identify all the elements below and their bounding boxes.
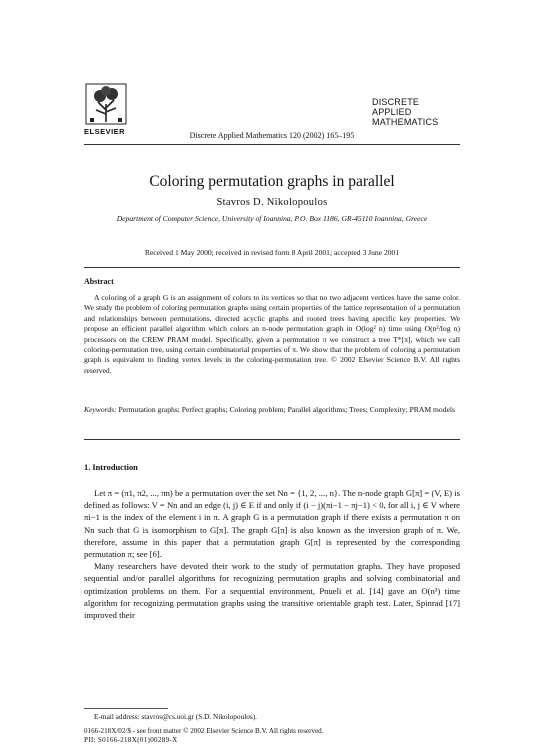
keywords [84,405,460,415]
header-rule [84,144,460,145]
pii-line: PII: S0166-218X(01)00289-X [84,736,178,744]
received-dates: Received 1 May 2000; received in revised form 8 April 2001; accepted 3 June 2001 [144,248,400,257]
journal-citation: Discrete Applied Mathematics 120 (2002) 165–195 [189,131,355,140]
abstract-heading: Abstract [84,277,114,286]
journal-logo-line: APPLIED [372,107,412,117]
section-body [84,487,460,621]
publisher-name: ELSEVIER [84,127,126,136]
author-affiliation: Department of Computer Science, University of Ioannina, P.O. Box 1186, GR-45110 Ioannina, Greece [116,214,428,223]
journal-logo-line: MATHEMATICS [372,117,439,127]
article-title: Coloring permutation graphs in parallel [149,173,395,190]
email-footnote: E-mail address: stavros@cs.uoi.gr (S.D. Nikolopoulos). [94,712,257,721]
abstract-body [84,293,460,376]
body-paragraph: Many researchers have devoted their work to the study of permutation graphs. They have proposed sequential and/or parallel algorithms for recognizing permutation graphs and solving combinatorial and optimization problems on them. For a sequential environment, Pnueli et al. [14] gave an O(n³) time algorithm for recognizing permutation graphs using the transitive orientable graph test. Later, Spinrad [17] improved their [84,561,460,621]
keywords-rule [84,439,460,440]
keywords-label: Keywords: [84,405,117,414]
keywords-text: Permutation graphs; Perfect graphs; Coloring problem; Parallel algorithms; Trees; Complexity; PRAM models [118,405,455,414]
copyright-line: 0166-218X/02/$ - see front matter © 2002 Elsevier Science B.V. All rights reserved. [84,727,324,735]
article-author: Stavros D. Nikolopoulos [216,197,328,208]
journal-logo-line: DISCRETE [372,97,420,107]
footnote-rule [84,708,168,709]
abstract-text: A coloring of a graph G is an assignment of colors to its vertices so that no two adjacent vertices have the same color. We study the problem of coloring permutation graphs using certain properties of the lattice representation of a permutation and relationships between permutations, directed acyclic graphs and rooted trees having specific key properties. We propose an efficient parallel algorithm which colors an n-node permutation graph in O(log² n) time using O(n²/log n) processors on the CREW PRAM model. Specifically, given a permutation π we construct a tree T*[π], which we call coloring-permutation tree, using certain combinatorial properties of π. We show that the problem of coloring a permutation graph is equivalent to finding vertex levels in the coloring-permutation tree. © 2002 Elsevier Science B.V. All rights reserved. [84,293,460,375]
journal-logo [372,97,438,127]
body-paragraph: Let π = (π1, π2, ..., πn) be a permutation over the set Nn = {1, 2, ..., n}. The n-node graph G[π] = (V, E) is defined as follows: V = Nn and an edge (i, j) ∈ E if and only if (i − j)(πi−1 − πj−1) < 0, for all i, j ∈ V where πi−1 is the index of the element i in π. A graph G is a permutation graph if there exists a permutation π on Nn such that G is isomorphism to G[π]. The graph G[π] is also known as the inversion graph of π. We, therefore, assume in this paper that a permutation graph G[π] is represented by the corresponding permutation π; see [6]. [84,488,460,560]
section-heading: 1. Introduction [84,463,138,472]
abstract-rule [84,267,460,268]
